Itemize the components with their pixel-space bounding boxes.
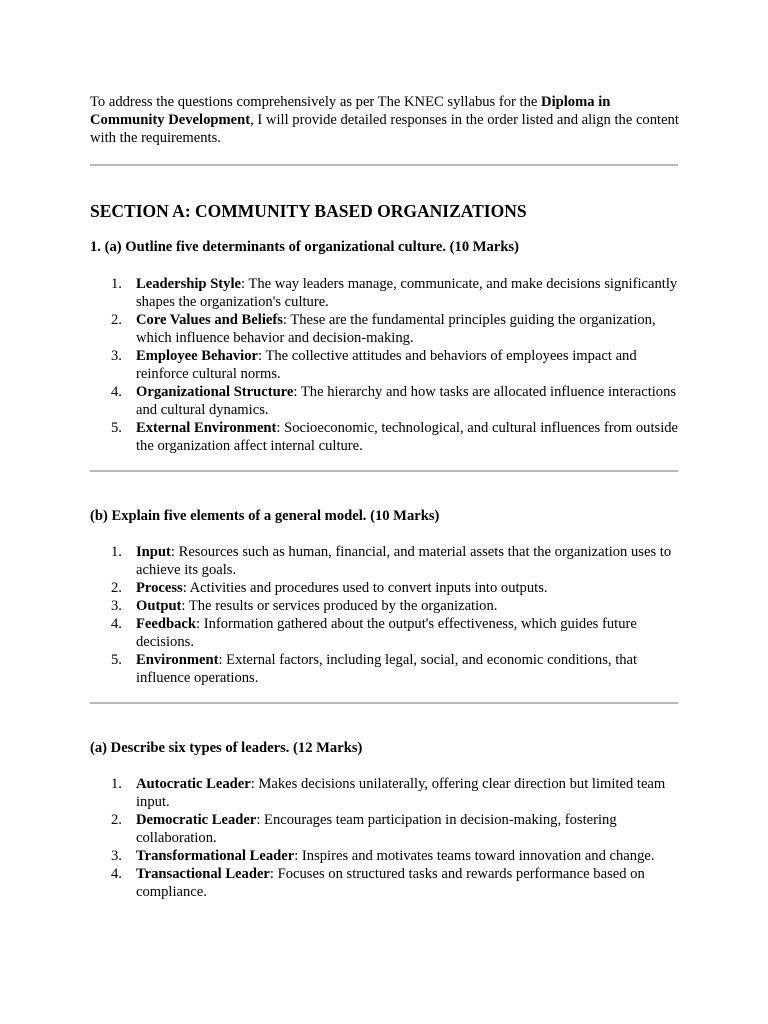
item-term: Employee Behavior [136, 348, 259, 364]
divider-2 [90, 470, 678, 472]
item-text: : Makes decisions unilaterally, offering clear direction but limited team input. [136, 776, 666, 810]
q2a-heading: (a) Describe six types of leaders. (12 Marks) [90, 740, 363, 756]
item-term: Transformational Leader [136, 848, 295, 864]
item-text: : Encourages team participation in decision-making, fostering collaboration. [136, 812, 617, 846]
intro-paragraph [90, 93, 680, 147]
intro-course-name: Diploma in Community Development [90, 94, 611, 128]
intro-text-end: , I will provide detailed responses in the order listed and align the content with the requirements. [90, 112, 679, 146]
q1a-list [90, 275, 680, 455]
item-term: Autocratic Leader [136, 776, 251, 792]
item-text: : Inspires and motivates teams toward innovation and change. [294, 848, 655, 864]
item-number: 3. [111, 598, 122, 614]
list-item [90, 847, 680, 865]
item-text: : Activities and procedures used to convert inputs into outputs. [182, 580, 548, 596]
item-number: 3. [111, 348, 122, 364]
intro-text-start: To address the questions comprehensively as per The KNEC syllabus for the [90, 94, 542, 110]
item-text: : Resources such as human, financial, and material assets that the organization uses to achieve its goals. [136, 544, 672, 578]
item-term: Feedback [136, 616, 196, 632]
item-number: 4. [111, 384, 122, 400]
item-term: Environment [136, 652, 219, 668]
item-term: External Environment [136, 420, 277, 436]
item-number: 2. [111, 812, 122, 828]
item-text: : The way leaders manage, communicate, and make decisions significantly shapes the organization's culture. [136, 276, 678, 310]
item-text: : Information gathered about the output's effectiveness, which guides future decisions. [136, 616, 637, 650]
list-item [90, 651, 680, 687]
item-number: 3. [111, 848, 122, 864]
item-term: Leadership Style [136, 276, 241, 292]
item-number: 1. [111, 276, 122, 292]
list-item [90, 579, 680, 597]
item-text: : The collective attitudes and behaviors of employees impact and reinforce cultural norms. [136, 348, 637, 382]
divider-3 [90, 702, 678, 704]
item-term: Input [136, 544, 171, 560]
item-number: 4. [111, 616, 122, 632]
list-item [90, 775, 680, 811]
item-number: 5. [111, 652, 122, 668]
q2a-list [90, 775, 680, 901]
item-number: 1. [111, 776, 122, 792]
item-term: Transactional Leader [136, 866, 270, 882]
item-term: Organizational Structure [136, 384, 294, 400]
list-item [90, 419, 680, 455]
section-a-title: SECTION A: COMMUNITY BASED ORGANIZATIONS [90, 201, 527, 221]
item-number: 1. [111, 544, 122, 560]
item-term: Process [136, 580, 183, 596]
item-number: 2. [111, 312, 122, 328]
item-term: Democratic Leader [136, 812, 257, 828]
list-item [90, 597, 680, 615]
q1b-heading: (b) Explain five elements of a general model. (10 Marks) [90, 508, 440, 524]
list-item [90, 311, 680, 347]
item-number: 5. [111, 420, 122, 436]
item-text: : Focuses on structured tasks and rewards performance based on compliance. [136, 866, 645, 900]
list-item [90, 811, 680, 847]
item-number: 2. [111, 580, 122, 596]
item-text: : Socioeconomic, technological, and cultural influences from outside the organization affect internal culture. [136, 420, 679, 454]
item-number: 4. [111, 866, 122, 882]
item-text: : The hierarchy and how tasks are allocated influence interactions and cultural dynamics. [136, 384, 677, 418]
list-item [90, 275, 680, 311]
item-term: Output [136, 598, 182, 614]
item-term: Core Values and Beliefs [136, 312, 283, 328]
q1b-list [90, 543, 680, 687]
divider-1 [90, 164, 678, 166]
list-item [90, 865, 680, 901]
item-text: : The results or services produced by the organization. [181, 598, 498, 614]
list-item [90, 543, 680, 579]
q1a-heading: 1. (a) Outline five determinants of organizational culture. (10 Marks) [90, 239, 519, 255]
list-item [90, 347, 680, 383]
item-text: : External factors, including legal, social, and economic conditions, that influence operations. [136, 652, 638, 686]
item-text: : These are the fundamental principles guiding the organization, which influence behavior and decision-making. [136, 312, 656, 346]
list-item [90, 615, 680, 651]
list-item [90, 383, 680, 419]
